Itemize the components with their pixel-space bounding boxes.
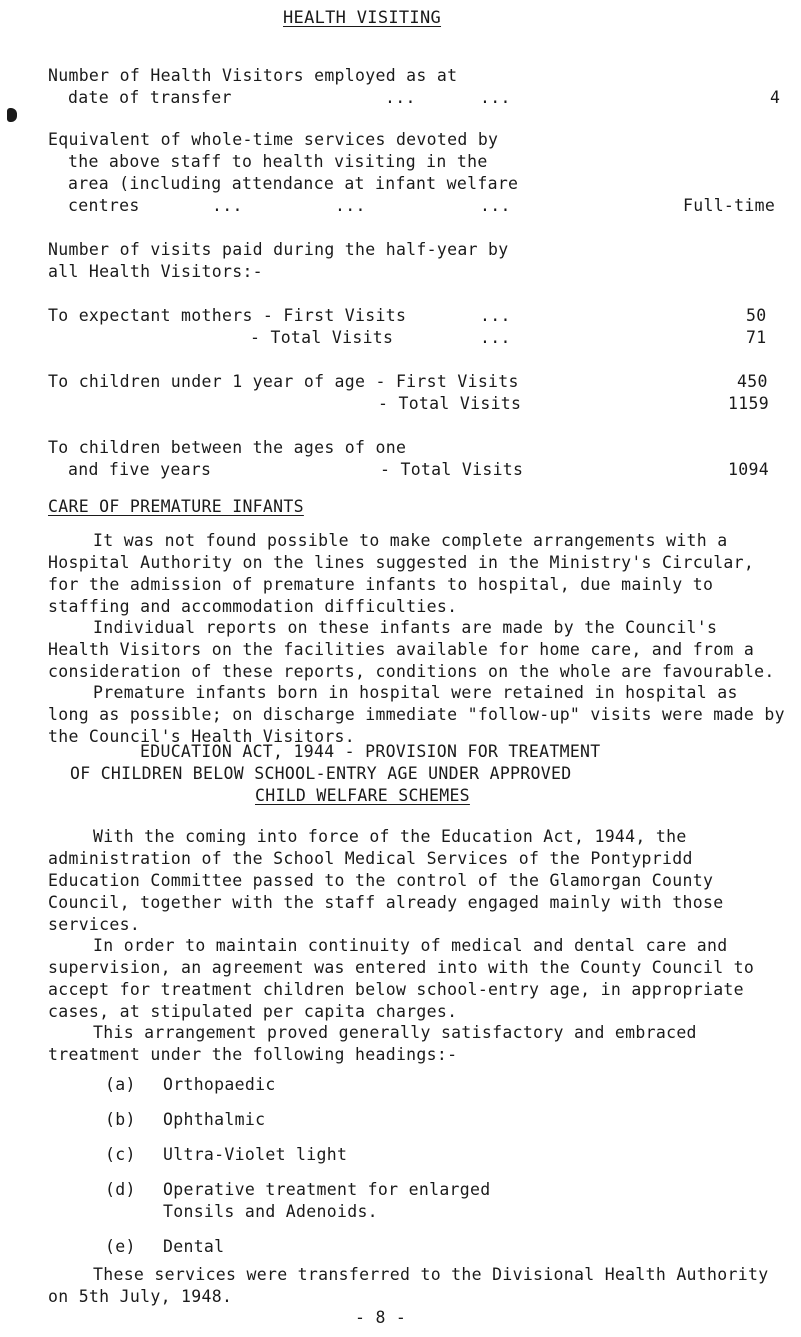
equivalent-value: Full-time	[683, 196, 776, 215]
list-item-text: Ophthalmic	[163, 1110, 266, 1129]
dot-leader: ...	[335, 196, 366, 215]
visitors-line-1: Number of Health Visitors employed as at	[48, 66, 458, 85]
punch-hole-mark	[7, 108, 17, 122]
dot-leader: ...	[212, 196, 243, 215]
equivalent-line-4: centres	[68, 196, 140, 215]
list-item-text: Dental	[163, 1237, 225, 1256]
under-one-total-value: 1159	[728, 394, 769, 413]
dot-leader: ...	[480, 88, 511, 107]
list-item-key: (d)	[105, 1180, 136, 1199]
premature-heading: CARE OF PREMATURE INFANTS	[48, 497, 304, 516]
equivalent-line-1: Equivalent of whole-time services devoted by	[48, 130, 499, 149]
expectant-total-label: - Total Visits	[250, 328, 394, 347]
education-heading-line-3: CHILD WELFARE SCHEMES	[255, 786, 470, 805]
education-paragraph-2: In order to maintain continuity of medical and dental care and supervision, an agreement was entered into with the County Council to accept for treatment children below school-entry age, in appropriate cases, at stipulated per capita charges.	[48, 936, 755, 1021]
under-one-first-label: To children under 1 year of age - First Visits	[48, 372, 519, 391]
equivalent-line-3: area (including attendance at infant welfare	[68, 174, 519, 193]
list-item-key: (a)	[105, 1075, 136, 1094]
dot-leader: ...	[480, 306, 511, 325]
page-title: HEALTH VISITING	[283, 8, 442, 28]
under-one-total-label: - Total Visits	[378, 394, 522, 413]
list-item-text: Orthopaedic	[163, 1075, 276, 1094]
education-paragraph-3: This arrangement proved generally satisfactory and embraced treatment under the following headings:-	[48, 1023, 697, 1064]
education-heading-line-2: OF CHILDREN BELOW SCHOOL-ENTRY AGE UNDER APPROVED	[70, 764, 572, 783]
list-item-key: (b)	[105, 1110, 136, 1129]
dot-leader: ...	[480, 328, 511, 347]
list-item-text: Operative treatment for enlarged	[163, 1180, 491, 1199]
under-one-first-value: 450	[737, 372, 768, 391]
expectant-first-value: 50	[746, 306, 767, 325]
premature-paragraph-3: Premature infants born in hospital were retained in hospital as long as possible; on discharge immediate "follow-up" visits were made by the Council's Health Visitors.	[48, 683, 785, 746]
education-paragraph-4: These services were transferred to the Divisional Health Authority on 5th July, 1948.	[48, 1265, 769, 1306]
visitors-line-2: date of transfer	[68, 88, 232, 107]
one-to-five-total-value: 1094	[728, 460, 769, 479]
list-item-key: (e)	[105, 1237, 136, 1256]
visitors-count: 4	[770, 88, 781, 107]
expectant-first-label: To expectant mothers - First Visits	[48, 306, 407, 325]
dot-leader: ...	[385, 88, 416, 107]
equivalent-line-2: the above staff to health visiting in the	[68, 152, 488, 171]
premature-paragraph-2: Individual reports on these infants are made by the Council's Health Visitors on the facilities available for home care, and from a consideration of these reports, conditions on the whole are favourable.	[48, 618, 775, 681]
one-to-five-line-1: To children between the ages of one	[48, 438, 407, 457]
one-to-five-line-2: and five years	[68, 460, 212, 479]
list-item-text: Tonsils and Adenoids.	[163, 1202, 378, 1221]
one-to-five-total-label: - Total Visits	[380, 460, 524, 479]
page-number: - 8 -	[355, 1308, 407, 1327]
list-item-key: (c)	[105, 1145, 136, 1164]
visits-intro-line-1: Number of visits paid during the half-year by	[48, 240, 509, 259]
premature-paragraph-1: It was not found possible to make complete arrangements with a Hospital Authority on the lines suggested in the Ministry's Circular, for the admission of premature infants to hospital, due mainly to staffing and accommodation difficulties.	[48, 531, 755, 616]
education-paragraph-1: With the coming into force of the Education Act, 1944, the administration of the School Medical Services of the Pontypridd Education Committee passed to the control of the Glamorgan County Council, together with the staff already engaged mainly with those services.	[48, 827, 724, 934]
list-item-text: Ultra-Violet light	[163, 1145, 348, 1164]
dot-leader: ...	[480, 196, 511, 215]
expectant-total-value: 71	[746, 328, 767, 347]
education-heading-line-1: EDUCATION ACT, 1944 - PROVISION FOR TREATMENT	[140, 742, 601, 761]
visits-intro-line-2: all Health Visitors:-	[48, 262, 263, 281]
